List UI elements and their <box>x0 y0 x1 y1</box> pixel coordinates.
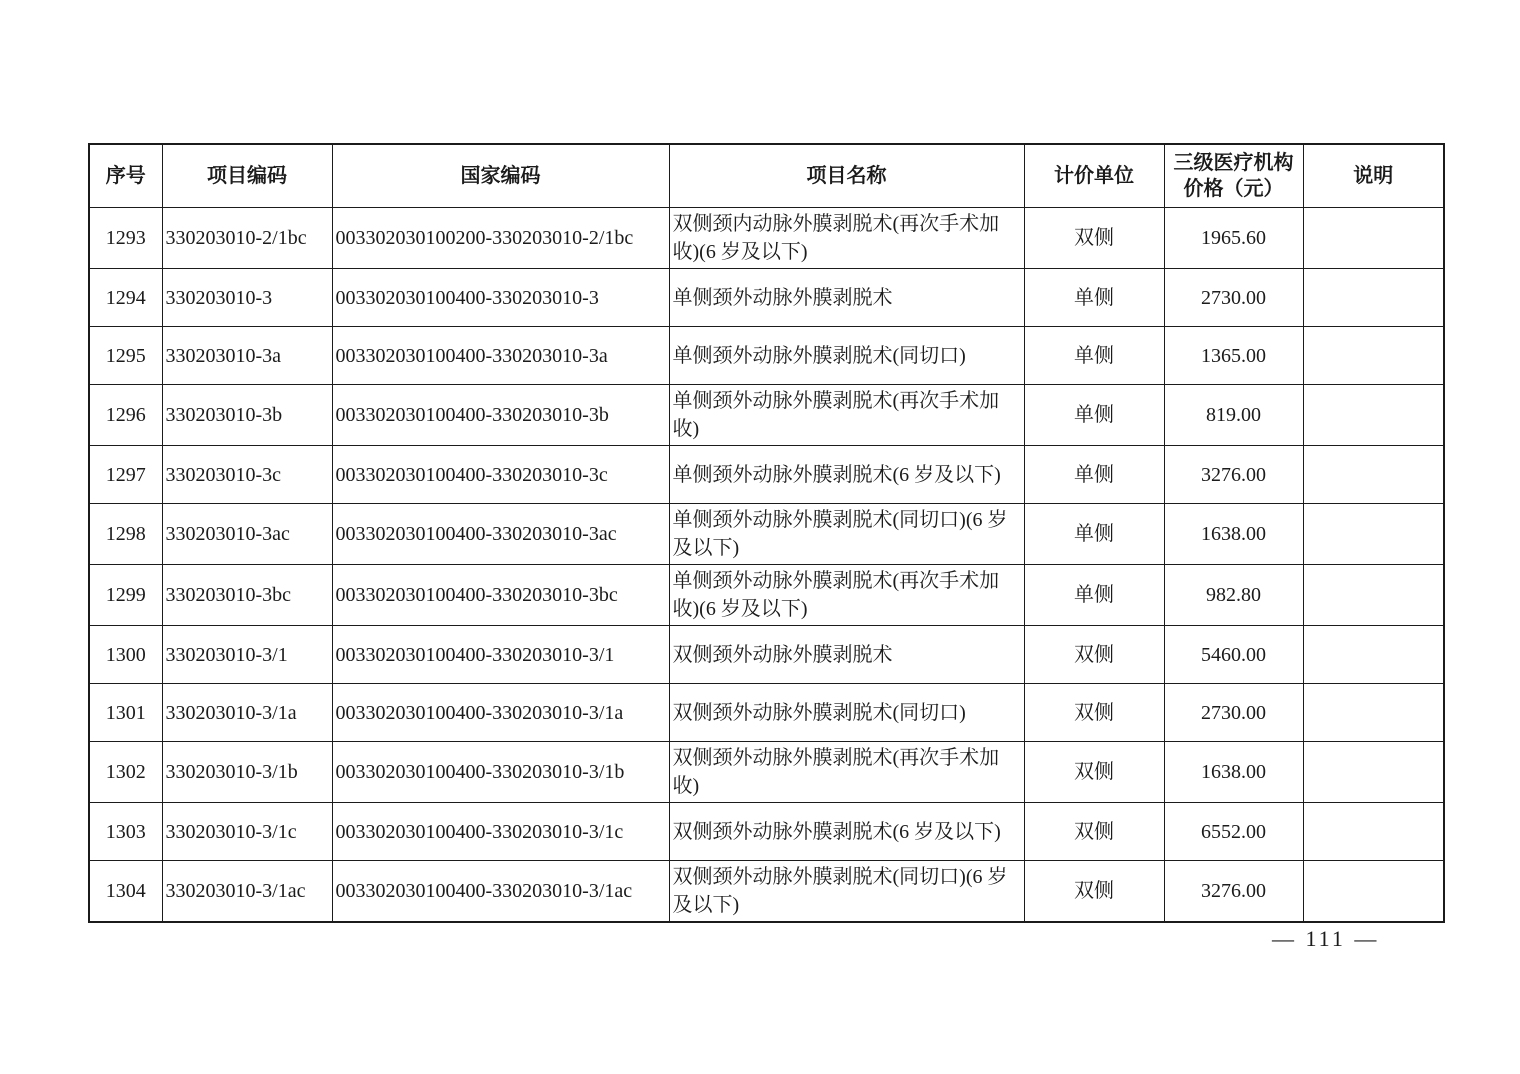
cell-price: 3276.00 <box>1164 446 1303 504</box>
cell-item_name: 双侧颈外动脉外膜剥脱术(同切口)(6 岁及以下) <box>669 861 1024 923</box>
cell-unit: 单侧 <box>1024 565 1164 626</box>
table-row <box>89 565 1444 626</box>
cell-price: 1965.60 <box>1164 208 1303 269</box>
cell-item_name: 双侧颈外动脉外膜剥脱术(同切口) <box>669 684 1024 742</box>
table-row <box>89 861 1444 923</box>
cell-item_code: 330203010-3/1c <box>162 803 332 861</box>
cell-unit: 单侧 <box>1024 446 1164 504</box>
cell-note <box>1303 327 1444 385</box>
cell-item_code: 330203010-3bc <box>162 565 332 626</box>
cell-note <box>1303 684 1444 742</box>
cell-item_code: 330203010-3a <box>162 327 332 385</box>
cell-unit: 双侧 <box>1024 861 1164 923</box>
cell-seq: 1293 <box>89 208 162 269</box>
cell-unit: 单侧 <box>1024 269 1164 327</box>
cell-national_code: 003302030100400-330203010-3/1b <box>332 742 669 803</box>
table-row <box>89 385 1444 446</box>
column-header-note: 说明 <box>1303 144 1444 208</box>
cell-seq: 1295 <box>89 327 162 385</box>
cell-seq: 1297 <box>89 446 162 504</box>
cell-price: 3276.00 <box>1164 861 1303 923</box>
table-row <box>89 269 1444 327</box>
column-header-item_name: 项目名称 <box>669 144 1024 208</box>
cell-national_code: 003302030100400-330203010-3ac <box>332 504 669 565</box>
table-row <box>89 626 1444 684</box>
cell-note <box>1303 385 1444 446</box>
cell-item_code: 330203010-3c <box>162 446 332 504</box>
cell-seq: 1303 <box>89 803 162 861</box>
cell-note <box>1303 626 1444 684</box>
cell-national_code: 003302030100400-330203010-3 <box>332 269 669 327</box>
cell-unit: 双侧 <box>1024 803 1164 861</box>
cell-item_name: 单侧颈外动脉外膜剥脱术(再次手术加收) <box>669 385 1024 446</box>
cell-item_name: 单侧颈外动脉外膜剥脱术(同切口) <box>669 327 1024 385</box>
cell-unit: 双侧 <box>1024 208 1164 269</box>
table-row <box>89 504 1444 565</box>
cell-note <box>1303 269 1444 327</box>
cell-item_name: 双侧颈外动脉外膜剥脱术(6 岁及以下) <box>669 803 1024 861</box>
cell-note <box>1303 565 1444 626</box>
cell-national_code: 003302030100400-330203010-3b <box>332 385 669 446</box>
cell-national_code: 003302030100200-330203010-2/1bc <box>332 208 669 269</box>
cell-price: 1365.00 <box>1164 327 1303 385</box>
cell-price: 819.00 <box>1164 385 1303 446</box>
cell-price: 1638.00 <box>1164 742 1303 803</box>
cell-national_code: 003302030100400-330203010-3a <box>332 327 669 385</box>
cell-item_code: 330203010-3/1a <box>162 684 332 742</box>
cell-item_code: 330203010-3b <box>162 385 332 446</box>
cell-unit: 双侧 <box>1024 684 1164 742</box>
cell-note <box>1303 861 1444 923</box>
cell-seq: 1298 <box>89 504 162 565</box>
cell-item_name: 双侧颈外动脉外膜剥脱术 <box>669 626 1024 684</box>
cell-item_name: 双侧颈内动脉外膜剥脱术(再次手术加收)(6 岁及以下) <box>669 208 1024 269</box>
table-row <box>89 327 1444 385</box>
cell-item_code: 330203010-3/1b <box>162 742 332 803</box>
cell-price: 1638.00 <box>1164 504 1303 565</box>
column-header-price: 三级医疗机构价格（元） <box>1164 144 1303 208</box>
cell-unit: 双侧 <box>1024 742 1164 803</box>
cell-item_code: 330203010-3/1 <box>162 626 332 684</box>
column-header-national_code: 国家编码 <box>332 144 669 208</box>
cell-item_name: 单侧颈外动脉外膜剥脱术(再次手术加收)(6 岁及以下) <box>669 565 1024 626</box>
cell-unit: 单侧 <box>1024 385 1164 446</box>
cell-national_code: 003302030100400-330203010-3c <box>332 446 669 504</box>
cell-national_code: 003302030100400-330203010-3/1c <box>332 803 669 861</box>
cell-item_name: 单侧颈外动脉外膜剥脱术 <box>669 269 1024 327</box>
cell-unit: 双侧 <box>1024 626 1164 684</box>
cell-item_code: 330203010-3 <box>162 269 332 327</box>
cell-price: 2730.00 <box>1164 684 1303 742</box>
cell-item_code: 330203010-3/1ac <box>162 861 332 923</box>
cell-item_name: 单侧颈外动脉外膜剥脱术(同切口)(6 岁及以下) <box>669 504 1024 565</box>
cell-seq: 1299 <box>89 565 162 626</box>
cell-seq: 1294 <box>89 269 162 327</box>
cell-price: 982.80 <box>1164 565 1303 626</box>
cell-national_code: 003302030100400-330203010-3bc <box>332 565 669 626</box>
cell-item_name: 双侧颈外动脉外膜剥脱术(再次手术加收) <box>669 742 1024 803</box>
table-row <box>89 742 1444 803</box>
cell-item_name: 单侧颈外动脉外膜剥脱术(6 岁及以下) <box>669 446 1024 504</box>
column-header-item_code: 项目编码 <box>162 144 332 208</box>
cell-national_code: 003302030100400-330203010-3/1a <box>332 684 669 742</box>
cell-seq: 1301 <box>89 684 162 742</box>
table-row <box>89 446 1444 504</box>
cell-note <box>1303 742 1444 803</box>
cell-price: 2730.00 <box>1164 269 1303 327</box>
cell-item_code: 330203010-2/1bc <box>162 208 332 269</box>
medical-price-table <box>88 143 1445 923</box>
cell-unit: 单侧 <box>1024 504 1164 565</box>
cell-national_code: 003302030100400-330203010-3/1ac <box>332 861 669 923</box>
cell-seq: 1296 <box>89 385 162 446</box>
cell-note <box>1303 504 1444 565</box>
cell-note <box>1303 803 1444 861</box>
cell-note <box>1303 446 1444 504</box>
cell-seq: 1304 <box>89 861 162 923</box>
cell-national_code: 003302030100400-330203010-3/1 <box>332 626 669 684</box>
column-header-unit: 计价单位 <box>1024 144 1164 208</box>
table-header <box>89 144 1444 208</box>
column-header-seq: 序号 <box>89 144 162 208</box>
cell-price: 6552.00 <box>1164 803 1303 861</box>
cell-unit: 单侧 <box>1024 327 1164 385</box>
header-row <box>89 144 1444 208</box>
cell-seq: 1300 <box>89 626 162 684</box>
table-row <box>89 684 1444 742</box>
cell-note <box>1303 208 1444 269</box>
table-row <box>89 208 1444 269</box>
cell-seq: 1302 <box>89 742 162 803</box>
table-row <box>89 803 1444 861</box>
cell-price: 5460.00 <box>1164 626 1303 684</box>
page-number: — 111 — <box>1272 926 1380 951</box>
cell-item_code: 330203010-3ac <box>162 504 332 565</box>
table-body <box>89 208 1444 923</box>
